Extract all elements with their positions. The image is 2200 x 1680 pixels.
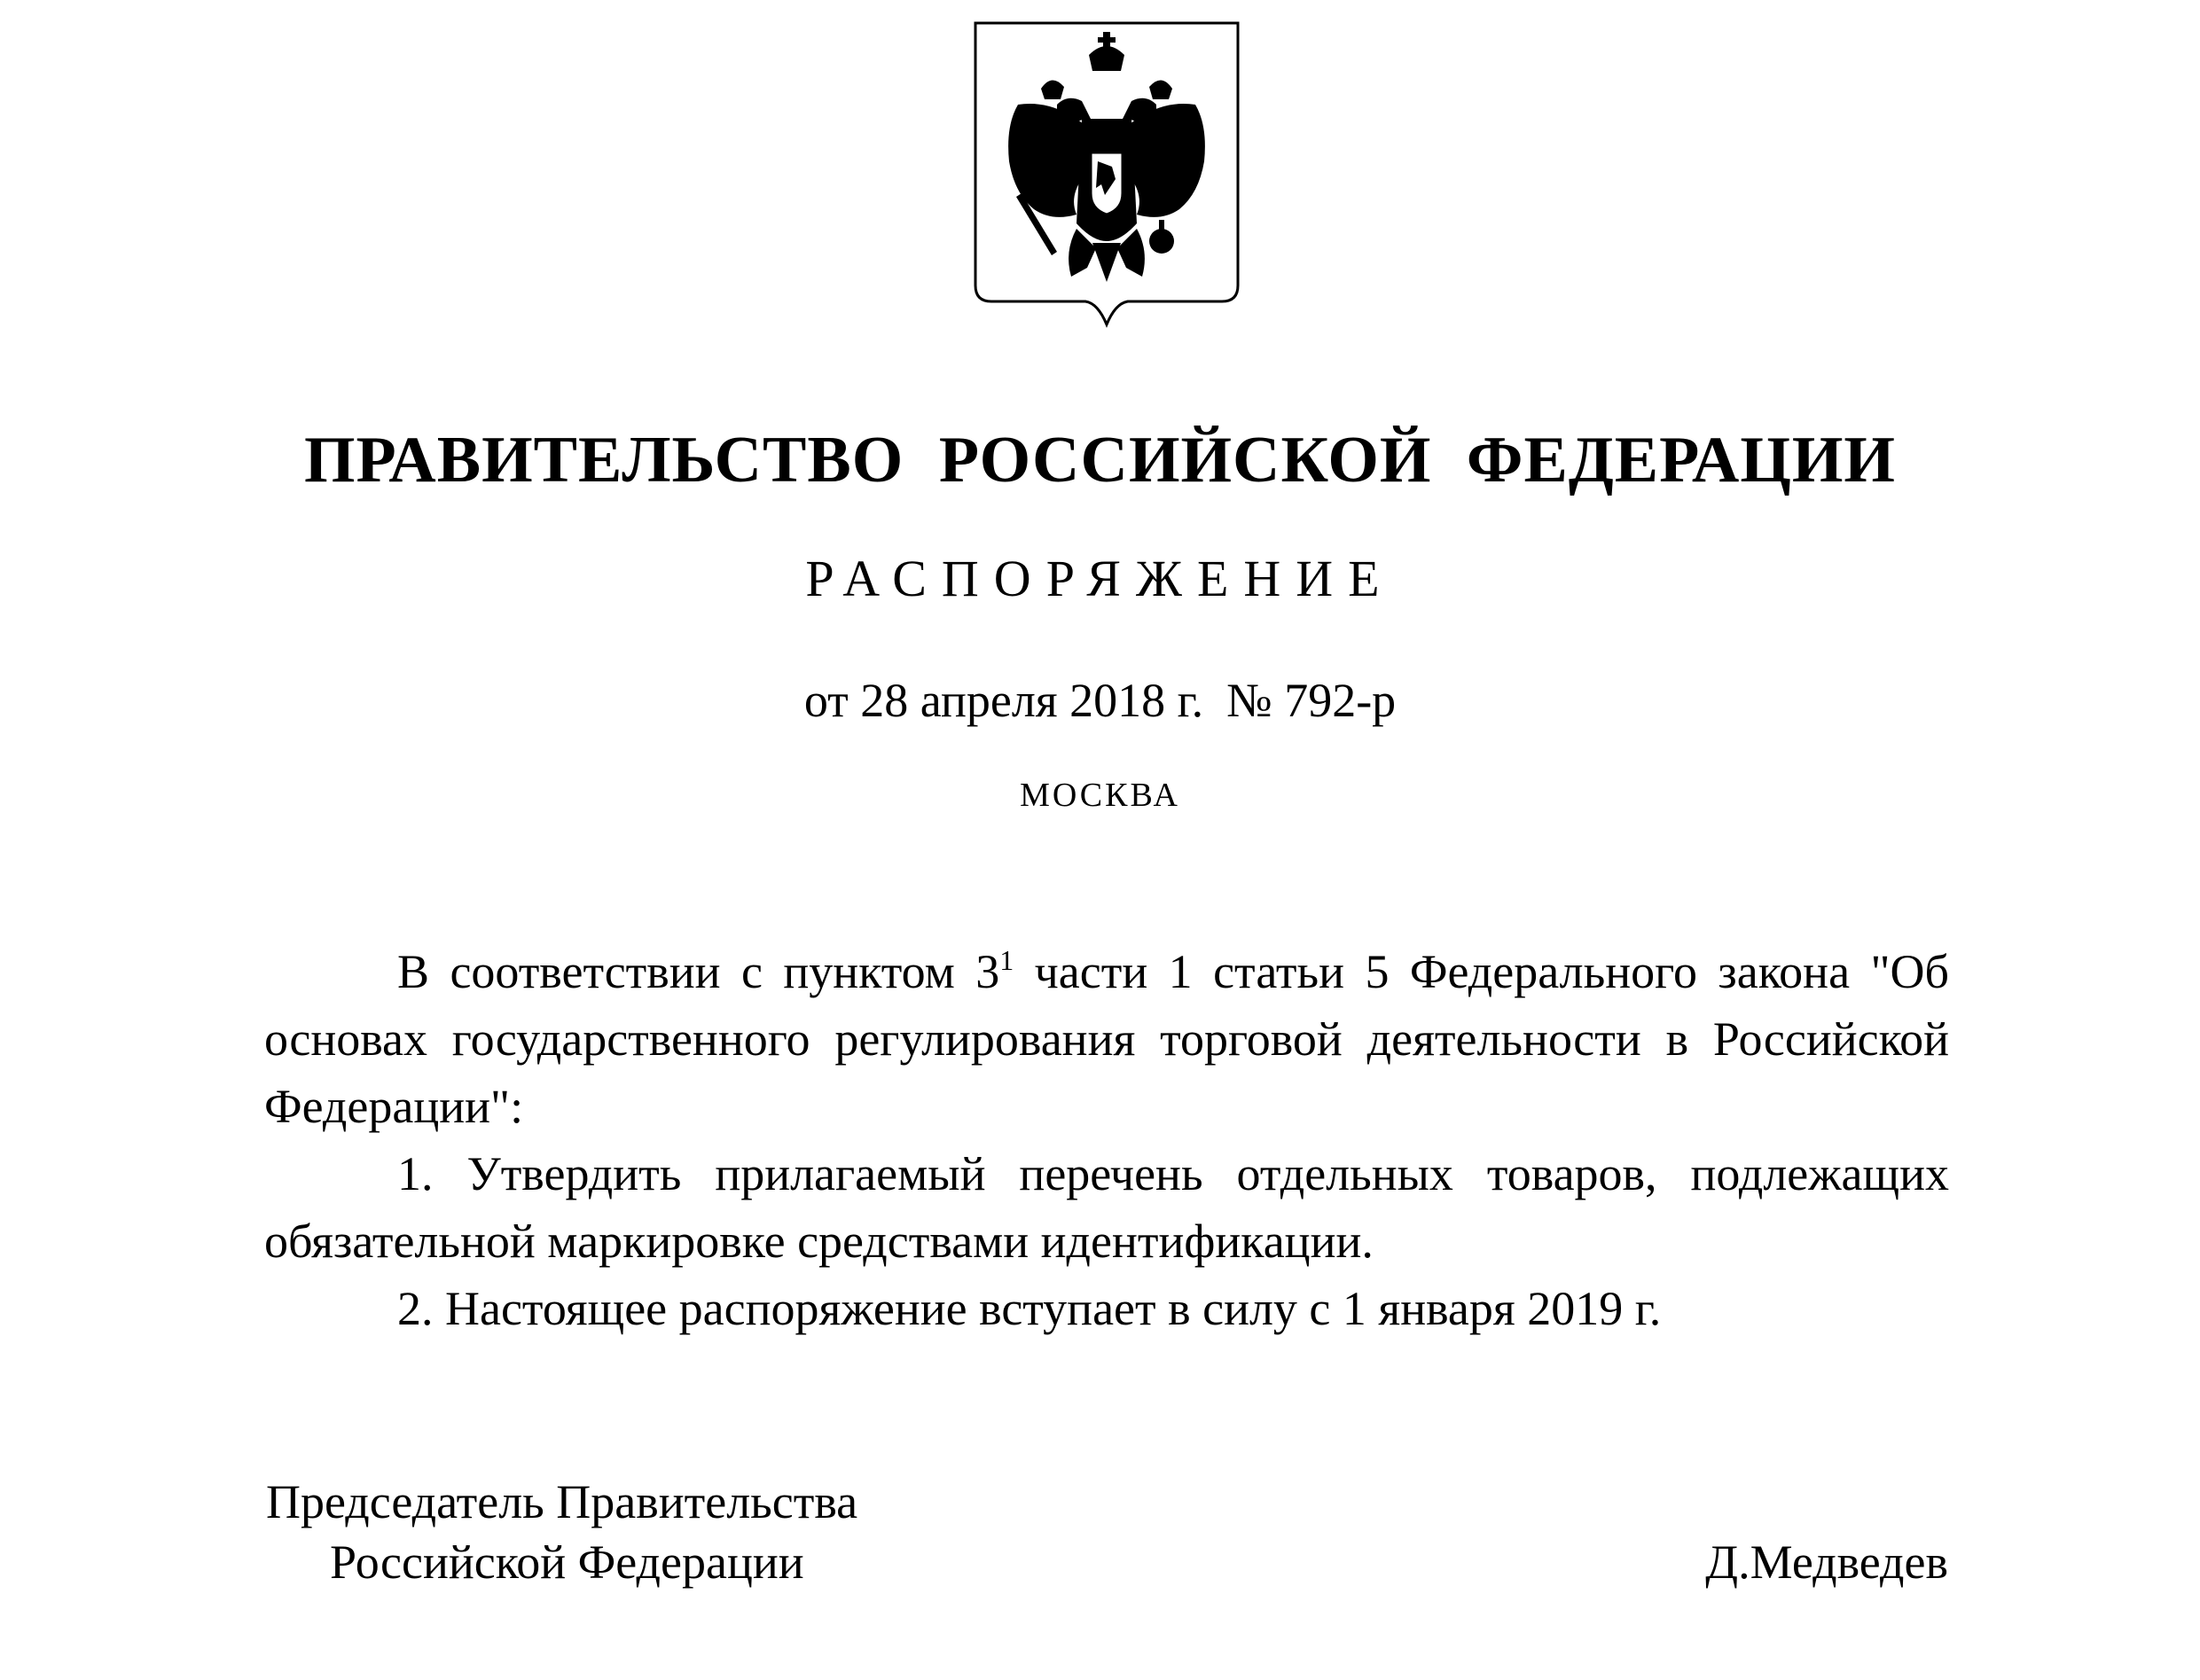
paragraph-item-1: 1. Утвердить прилагаемый перечень отдельных товаров, подлежащих обязательной маркировке средствами идентификации.: [264, 1147, 1949, 1268]
document-date-line: [0, 674, 2200, 727]
document-body: [264, 938, 1949, 1342]
position-line-2: Российской Федерации: [330, 1535, 804, 1589]
paragraph-preamble: [264, 938, 1949, 1140]
preamble-superscript: 1: [999, 944, 1014, 976]
position-line-1: Председатель Правительства: [266, 1475, 858, 1528]
document-date: от 28 апреля 2018 г.: [803, 674, 1204, 727]
preamble-text-start: В соответствии с пунктом 3: [397, 945, 1000, 998]
government-title: ПРАВИТЕЛЬСТВО РОССИЙСКОЙ ФЕДЕРАЦИИ: [304, 424, 1896, 496]
russian-coat-of-arms-icon: [972, 20, 1241, 340]
document-city: МОСКВА: [1020, 777, 1180, 814]
signatory-position: [266, 1472, 857, 1592]
paragraph-item-2: 2. Настоящее распоряжение вступает в силу с 1 января 2019 г.: [397, 1282, 1662, 1335]
document-type: РАСПОРЯЖЕНИЕ: [805, 550, 1395, 607]
preamble-text-end: части 1 статьи 5 Федерального закона "Об основах государственного регулирования торговой деятельности в Российской Федерации":: [264, 945, 1949, 1133]
document-number: № 792-р: [1226, 674, 1397, 727]
signatory-name: Д.Медведев: [1705, 1535, 1948, 1589]
